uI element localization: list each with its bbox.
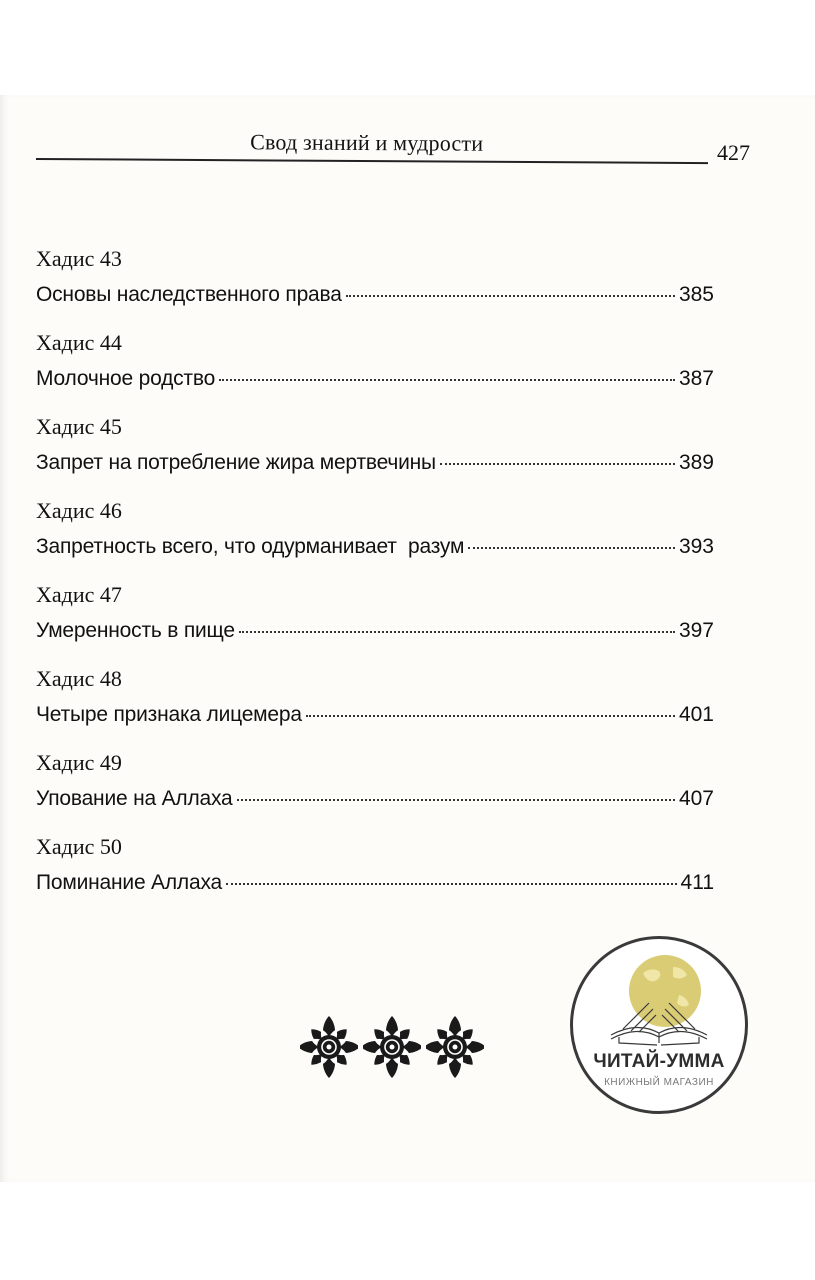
toc-entry: [36, 244, 714, 328]
store-subtitle: КНИЖНЫЙ МАГАЗИН: [604, 1077, 714, 1088]
toc-line: [36, 868, 714, 898]
hadith-label: Хадис 49: [36, 750, 122, 775]
toc-line: [36, 448, 714, 478]
toc-line: [36, 280, 714, 310]
entry-title: Запрет на потребление жира мертвечины: [36, 451, 436, 474]
toc-entry: [36, 748, 714, 832]
store-watermark-stamp: [570, 936, 748, 1114]
hadith-label: Хадис 46: [36, 498, 122, 523]
entry-title: Умеренность в пище: [36, 619, 235, 642]
entry-title: Упование на Аллаха: [36, 787, 233, 810]
dot-leader: [239, 631, 675, 633]
entry-page-number: 385: [678, 283, 714, 306]
entry-page-number: 393: [678, 535, 714, 558]
entry-page-number: 407: [678, 787, 714, 810]
dot-leader: [468, 547, 675, 549]
dot-leader: [237, 799, 675, 801]
entry-title: Поминание Аллаха: [36, 871, 222, 894]
toc-line: [36, 616, 714, 646]
hadith-label: Хадис 50: [36, 834, 122, 859]
ornament-row: [300, 1014, 484, 1084]
entry-page-number: 389: [678, 451, 714, 474]
toc-entry: [36, 832, 714, 916]
entry-title: Запретность всего, что одурманивает разум: [36, 535, 465, 558]
entry-page-number: 397: [678, 619, 714, 642]
toc-entry: [36, 412, 714, 496]
dot-leader: [219, 379, 675, 381]
entry-title: Молочное родство: [36, 367, 216, 390]
table-of-contents: [36, 244, 714, 916]
hadith-label: Хадис 48: [36, 666, 122, 691]
flower-ornament-icon: [363, 1014, 421, 1080]
flower-ornament-icon: [300, 1014, 358, 1080]
dot-leader: [346, 295, 675, 297]
dot-leader: [306, 715, 675, 717]
toc-entry: [36, 580, 714, 664]
dot-leader: [440, 463, 675, 465]
flower-ornament-icon: [426, 1014, 484, 1080]
toc-line: [36, 364, 714, 394]
entry-title: Четыре признака лицемера: [36, 703, 302, 726]
toc-entry: [36, 328, 714, 412]
store-name: ЧИТАЙ-УММА: [593, 1051, 725, 1072]
toc-line: [36, 784, 714, 814]
hadith-label: Хадис 45: [36, 414, 122, 439]
entry-page-number: 401: [678, 703, 714, 726]
page-number: 427: [717, 140, 750, 165]
hadith-label: Хадис 47: [36, 582, 122, 607]
running-title: Свод знаний и мудрости: [250, 129, 484, 156]
dot-leader: [226, 883, 677, 885]
hadith-label: Хадис 44: [36, 330, 122, 355]
toc-entry: [36, 664, 714, 748]
entry-title: Основы наследственного права: [36, 283, 342, 306]
toc-line: [36, 532, 714, 562]
open-book-globe-icon: [593, 951, 725, 1051]
hadith-label: Хадис 43: [36, 246, 122, 271]
toc-entry: [36, 496, 714, 580]
running-header: [36, 128, 708, 164]
entry-page-number: 411: [680, 871, 714, 894]
entry-page-number: 387: [678, 367, 714, 390]
toc-line: [36, 700, 714, 730]
